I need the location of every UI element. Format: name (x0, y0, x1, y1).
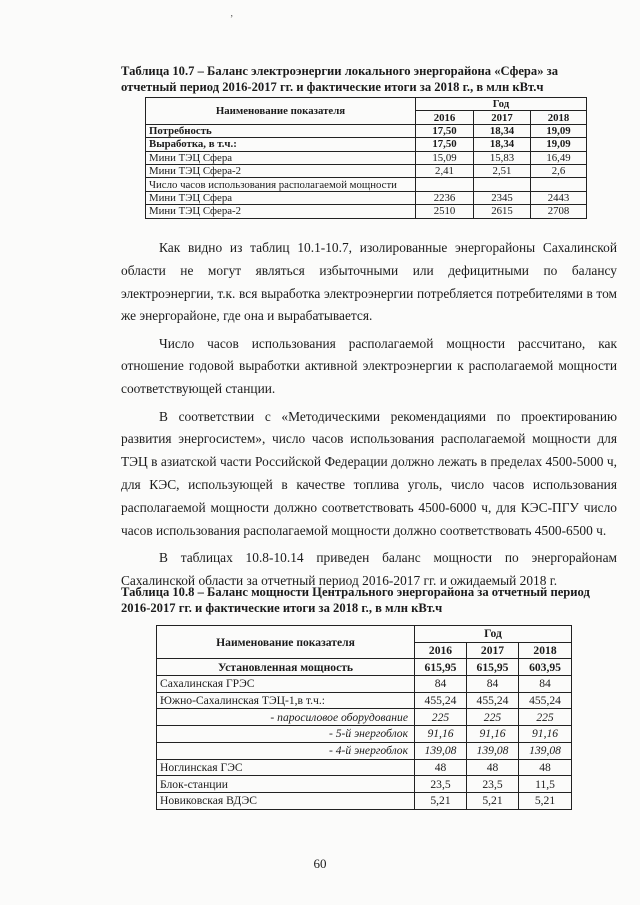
row-value: 455,24 (467, 692, 519, 709)
row-value (531, 178, 587, 191)
row-value: 48 (519, 759, 572, 776)
year-header: 2016 (415, 642, 467, 659)
row-label: - паросиловое оборудование (157, 709, 415, 726)
table-row (146, 151, 587, 164)
row-label: Ноглинская ГЭС (157, 759, 415, 776)
table-row (157, 759, 572, 776)
row-value (474, 178, 531, 191)
table-row (146, 124, 587, 137)
year-header: 2017 (474, 111, 531, 124)
table-row (146, 138, 587, 151)
table-row (157, 792, 572, 809)
row-value: 2443 (531, 191, 587, 204)
row-value: 91,16 (415, 726, 467, 743)
row-value: 84 (467, 676, 519, 693)
row-value: 615,95 (415, 659, 467, 676)
table-row (146, 178, 587, 191)
row-value: 18,34 (474, 138, 531, 151)
row-value: 15,09 (416, 151, 474, 164)
row-label: Южно-Сахалинская ТЭЦ-1,в т.ч.: (157, 692, 415, 709)
row-value: 455,24 (519, 692, 572, 709)
table-row (146, 205, 587, 218)
row-value: 2345 (474, 191, 531, 204)
row-value: 455,24 (415, 692, 467, 709)
year-header: 2018 (519, 642, 572, 659)
table-row (146, 191, 587, 204)
year-header: 2016 (416, 111, 474, 124)
row-label: Установленная мощность (157, 659, 415, 676)
row-label: Мини ТЭЦ Сфера (146, 191, 416, 204)
table-10-8-body (157, 659, 572, 809)
row-value: 48 (415, 759, 467, 776)
row-label: Выработка, в т.ч.: (146, 138, 416, 151)
body-text (121, 237, 617, 597)
row-value: 2615 (474, 205, 531, 218)
row-value: 5,21 (519, 792, 572, 809)
row-label: Мини ТЭЦ Сфера-2 (146, 164, 416, 177)
row-value (416, 178, 474, 191)
row-value: 91,16 (519, 726, 572, 743)
paragraph: В соответствии с «Методическими рекомендациями по проектированию развития энергосистем», число часов использования располагаемой мощности для ТЭЦ в азиатской части Российской Федерации должно лежать в пределах 4500-5000 ч, для КЭС, использующей в качестве топлива уголь, число часов использования располагаемой мощности должно соответствовать 4500-6000 ч, для КЭС-ПГУ число часов использования располагаемой мощности должно соответствовать 4500-6500 ч. (121, 408, 617, 538)
row-value: 91,16 (467, 726, 519, 743)
row-value: 16,49 (531, 151, 587, 164)
row-value: 23,5 (467, 776, 519, 793)
table-row (146, 164, 587, 177)
row-value: 615,95 (467, 659, 519, 676)
row-value: 225 (415, 709, 467, 726)
table-10-8-caption: Таблица 10.8 – Баланс мощности Центрального энергорайона за отчетный период 2016-2017 гг. и фактические итоги за 2018 г., в млн кВт.ч (121, 585, 590, 615)
row-label: Число часов использования располагаемой мощности (146, 178, 416, 191)
table-header-year: Год (416, 98, 587, 111)
table-header-name: Наименование показателя (146, 98, 416, 125)
row-label: Мини ТЭЦ Сфера (146, 151, 416, 164)
row-label: Потребность (146, 124, 416, 137)
row-value: 23,5 (415, 776, 467, 793)
row-label: Мини ТЭЦ Сфера-2 (146, 205, 416, 218)
row-value: 18,34 (474, 124, 531, 137)
table-row (157, 676, 572, 693)
scan-mark: ‚ (230, 8, 234, 19)
table-10-7-caption: Таблица 10.7 – Баланс электроэнергии локального энергорайона «Сфера» за отчетный период 2016-2017 гг. и фактические итоги за 2018 г., в млн кВт.ч (121, 64, 559, 94)
row-value: 5,21 (415, 792, 467, 809)
row-value: 19,09 (531, 124, 587, 137)
row-value: 2,6 (531, 164, 587, 177)
table-row (157, 692, 572, 709)
paragraph: Число часов использования располагаемой мощности рассчитано, как отношение годовой выработки активной электроэнергии к располагаемой мощности соответствующей станции. (121, 335, 617, 397)
row-value: 2510 (416, 205, 474, 218)
table-header-name: Наименование показателя (157, 626, 415, 659)
paragraph: В таблицах 10.8-10.14 приведен баланс мощности по энергорайонам Сахалинской области за отчетный период 2016-2017 гг. и ожидаемый 2018 г. (121, 549, 617, 588)
table-header-year: Год (415, 626, 572, 643)
table-10-8 (156, 625, 572, 810)
year-header: 2017 (467, 642, 519, 659)
row-value: 139,08 (415, 742, 467, 759)
row-value: 2,51 (474, 164, 531, 177)
row-value: 2,41 (416, 164, 474, 177)
row-value: 603,95 (519, 659, 572, 676)
table-row (157, 659, 572, 676)
row-value: 5,21 (467, 792, 519, 809)
row-label: - 4-й энергоблок (157, 742, 415, 759)
row-value: 225 (519, 709, 572, 726)
paragraph: Как видно из таблиц 10.1-10.7, изолированные энергорайоны Сахалинской области не могут являться избыточными или дефицитными по балансу электроэнергии, т.к. вся выработка электроэнергии потребляется потребителями в том же энергорайоне, где она и вырабатывается. (121, 240, 617, 324)
table-row (157, 726, 572, 743)
row-label: Сахалинская ГРЭС (157, 676, 415, 693)
row-label: Новиковская ВДЭС (157, 792, 415, 809)
row-value: 15,83 (474, 151, 531, 164)
page-number: 60 (313, 856, 327, 871)
row-value: 2236 (416, 191, 474, 204)
row-value: 225 (467, 709, 519, 726)
row-value: 84 (415, 676, 467, 693)
row-value: 17,50 (416, 124, 474, 137)
table-row (157, 742, 572, 759)
row-value: 11,5 (519, 776, 572, 793)
row-label: - 5-й энергоблок (157, 726, 415, 743)
row-value: 48 (467, 759, 519, 776)
table-row (157, 709, 572, 726)
row-value: 17,50 (416, 138, 474, 151)
table-10-7 (145, 97, 587, 219)
row-value: 84 (519, 676, 572, 693)
row-label: Блок-станции (157, 776, 415, 793)
year-header: 2018 (531, 111, 587, 124)
row-value: 139,08 (519, 742, 572, 759)
table-row (157, 776, 572, 793)
row-value: 19,09 (531, 138, 587, 151)
table-10-7-body (146, 124, 587, 218)
row-value: 139,08 (467, 742, 519, 759)
row-value: 2708 (531, 205, 587, 218)
